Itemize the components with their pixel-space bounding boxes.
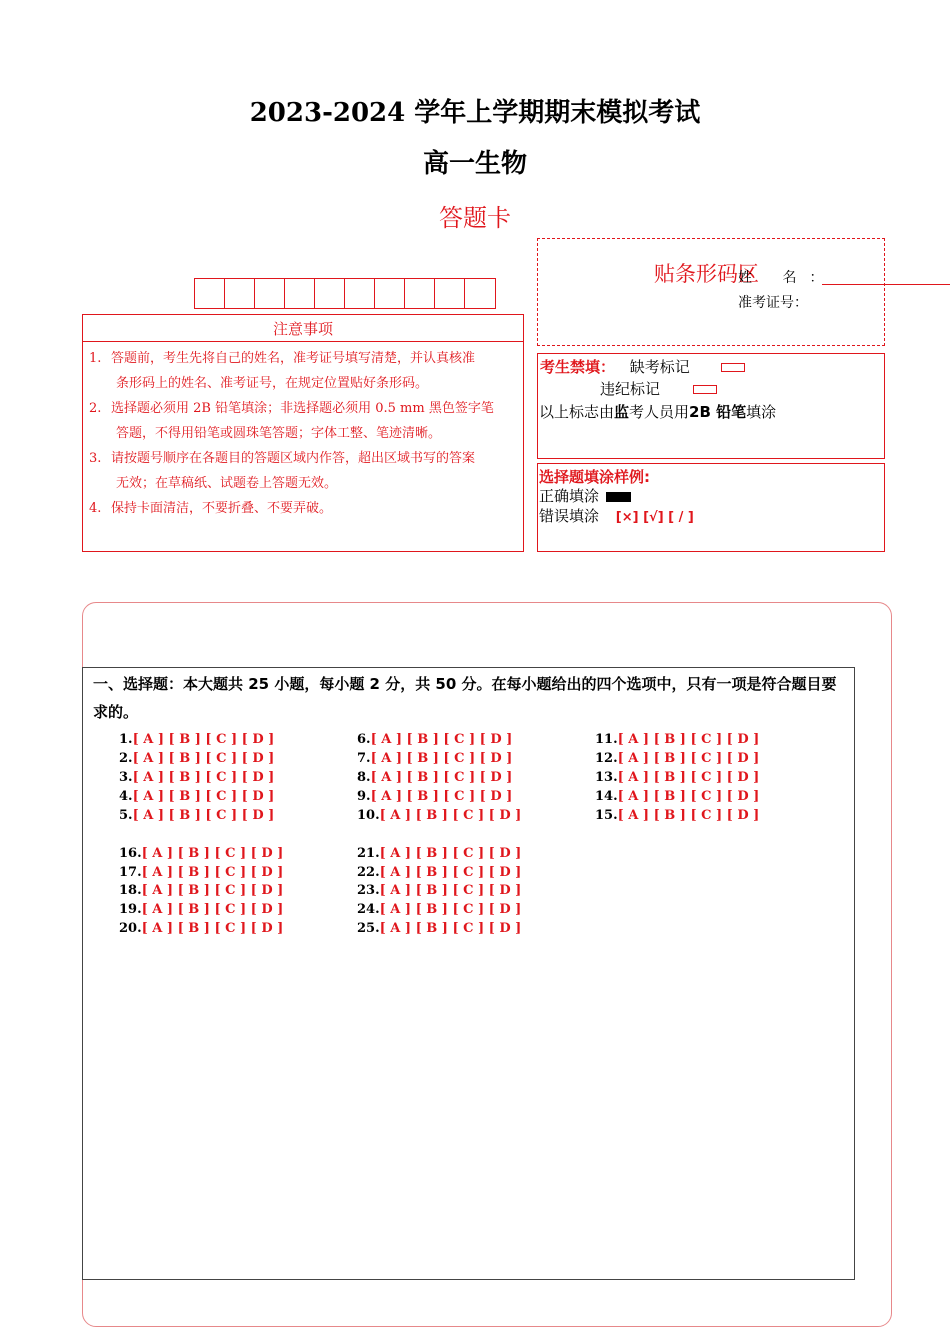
barcode-area[interactable]	[537, 238, 885, 346]
question-row	[119, 883, 283, 898]
notice-text: 选择题必须用 2B 铅笔填涂；非选择题必须用 0.5 mm 黑色签字笔	[111, 401, 494, 416]
question-number: 9.	[357, 789, 371, 804]
answer-options[interactable]: [ A ] [ B ] [ C ] [ D ]	[379, 921, 522, 936]
name-field-line[interactable]	[822, 284, 950, 285]
answer-options[interactable]: [ A ] [ B ] [ C ] [ D ]	[141, 883, 284, 898]
question-number: 8.	[357, 770, 371, 785]
absent-label: 缺考标记	[629, 358, 690, 376]
notice-num: 4.	[89, 501, 102, 516]
barcode-label: 贴条形码区	[654, 262, 759, 286]
question-number: 10.	[357, 808, 380, 823]
question-number: 18.	[119, 883, 142, 898]
question-number: 5.	[119, 808, 133, 823]
question-number: 23.	[357, 883, 380, 898]
id-digit-box[interactable]	[315, 279, 345, 308]
id-digit-box[interactable]	[345, 279, 375, 308]
id-digit-box[interactable]	[195, 279, 225, 308]
id-digit-box[interactable]	[375, 279, 405, 308]
question-number: 7.	[357, 751, 371, 766]
answer-options[interactable]: [ A ] [ B ] [ C ] [ D ]	[617, 789, 760, 804]
answer-options[interactable]: [ A ] [ B ] [ C ] [ D ]	[370, 789, 513, 804]
question-number: 22.	[357, 865, 380, 880]
answer-options[interactable]: [ A ] [ B ] [ C ] [ D ]	[141, 865, 284, 880]
question-row	[119, 732, 274, 747]
question-row	[119, 846, 283, 861]
id-digit-box[interactable]	[255, 279, 285, 308]
question-row	[595, 732, 759, 747]
question-row	[357, 883, 521, 898]
notice-num: 3.	[89, 451, 102, 466]
notice-text: 条形码上的姓名、准考证号，在规定位置贴好条形码。	[116, 376, 429, 391]
forbid-note-suffix: 填涂	[746, 403, 777, 421]
question-row	[119, 921, 283, 936]
notice-heading: 注意事项	[82, 314, 524, 342]
answer-options[interactable]: [ A ] [ B ] [ C ] [ D ]	[617, 808, 760, 823]
question-number: 3.	[119, 770, 133, 785]
section1-header: 一、选择题：本大题共 25 小题，每小题 2 分，共 50 分。在每小题给出的四个选项中，只有一项是符合题目要求的。	[93, 675, 837, 721]
forbid-panel	[537, 353, 885, 459]
answer-options[interactable]: [ A ] [ B ] [ C ] [ D ]	[617, 732, 760, 747]
name-label: 姓 名：	[738, 270, 837, 286]
id-digit-box[interactable]	[285, 279, 315, 308]
forbid-note-prefix: 以上标志由	[539, 403, 615, 421]
exam-number-boxes[interactable]	[194, 278, 496, 309]
sample-panel	[537, 463, 885, 552]
question-row	[357, 789, 512, 804]
answer-options[interactable]: [ A ] [ B ] [ C ] [ D ]	[370, 770, 513, 785]
question-number: 14.	[595, 789, 618, 804]
notice-item	[89, 346, 517, 396]
card-title: 答题卡	[439, 204, 511, 232]
subject-title: 高一生物	[422, 149, 527, 179]
forbid-note-mid1: 监	[614, 403, 630, 421]
question-row	[595, 808, 759, 823]
forbid-title: 考生禁填：	[540, 358, 616, 376]
exam-number-label: 准考证号：	[738, 295, 808, 311]
question-row	[119, 751, 274, 766]
question-number: 11.	[595, 732, 618, 747]
question-number: 4.	[119, 789, 133, 804]
id-digit-box[interactable]	[405, 279, 435, 308]
notice-item	[89, 496, 517, 521]
answer-options[interactable]: [ A ] [ B ] [ C ] [ D ]	[141, 846, 284, 861]
question-number: 13.	[595, 770, 618, 785]
absent-mark-box[interactable]	[721, 363, 745, 372]
question-number: 21.	[357, 846, 380, 861]
question-number: 17.	[119, 865, 142, 880]
question-row	[119, 789, 274, 804]
answer-options[interactable]: [ A ] [ B ] [ C ] [ D ]	[617, 751, 760, 766]
notice-text: 答题，不得用铅笔或圆珠笔答题；字体工整、笔迹清晰。	[116, 426, 442, 441]
exam-title: 2023-2024 学年上学期期末模拟考试	[249, 98, 701, 128]
question-number: 19.	[119, 902, 142, 917]
question-row	[357, 865, 521, 880]
question-number: 2.	[119, 751, 133, 766]
answer-options[interactable]: [ A ] [ B ] [ C ] [ D ]	[132, 751, 275, 766]
question-row	[357, 921, 521, 936]
notice-num: 1.	[89, 351, 102, 366]
answer-options[interactable]: [ A ] [ B ] [ C ] [ D ]	[132, 808, 275, 823]
answer-options[interactable]: [ A ] [ B ] [ C ] [ D ]	[379, 883, 522, 898]
answer-options[interactable]: [ A ] [ B ] [ C ] [ D ]	[617, 770, 760, 785]
sample-title: 选择题填涂样例:	[539, 468, 650, 486]
forbid-note-bold: 2B 铅笔	[689, 403, 747, 421]
violation-mark-box[interactable]	[693, 385, 717, 394]
notice-item	[89, 446, 517, 496]
answer-options[interactable]: [ A ] [ B ] [ C ] [ D ]	[132, 732, 275, 747]
question-row	[595, 770, 759, 785]
answer-options[interactable]: [ A ] [ B ] [ C ] [ D ]	[370, 732, 513, 747]
question-row	[119, 865, 283, 880]
question-row	[595, 751, 759, 766]
question-number: 16.	[119, 846, 142, 861]
notice-panel	[82, 342, 524, 552]
correct-fill-sample	[606, 492, 631, 502]
id-digit-box[interactable]	[465, 279, 495, 308]
id-digit-box[interactable]	[225, 279, 255, 308]
question-row	[357, 770, 512, 785]
answer-options[interactable]: [ A ] [ B ] [ C ] [ D ]	[379, 902, 522, 917]
question-number: 24.	[357, 902, 380, 917]
violation-label: 违纪标记	[600, 380, 661, 398]
answer-options[interactable]: [ A ] [ B ] [ C ] [ D ]	[379, 846, 522, 861]
wrong-fill-label: 错误填涂	[539, 507, 600, 525]
notice-text: 答题前，考生先将自己的姓名，准考证号填写清楚，并认真核准	[111, 351, 476, 366]
notice-text: 请按题号顺序在各题目的答题区域内作答，超出区域书写的答案	[111, 451, 476, 466]
question-row	[119, 902, 283, 917]
answer-options[interactable]: [ A ] [ B ] [ C ] [ D ]	[141, 902, 284, 917]
answer-options[interactable]: [ A ] [ B ] [ C ] [ D ]	[379, 865, 522, 880]
id-digit-box[interactable]	[435, 279, 465, 308]
answer-options[interactable]: [ A ] [ B ] [ C ] [ D ]	[132, 789, 275, 804]
question-row	[119, 808, 274, 823]
question-row	[357, 902, 521, 917]
question-number: 1.	[119, 732, 133, 747]
question-row	[357, 751, 512, 766]
question-row	[595, 789, 759, 804]
forbid-note-mid2: 考人员用	[629, 403, 690, 421]
question-row	[357, 846, 521, 861]
answer-options[interactable]: [ A ] [ B ] [ C ] [ D ]	[379, 808, 522, 823]
answer-options[interactable]: [ A ] [ B ] [ C ] [ D ]	[141, 921, 284, 936]
question-number: 6.	[357, 732, 371, 747]
question-number: 12.	[595, 751, 618, 766]
question-row	[357, 808, 521, 823]
notice-text: 无效；在草稿纸、试题卷上答题无效。	[116, 476, 338, 491]
wrong-fill-samples: [×] [√] [ / ]	[615, 510, 694, 525]
question-number: 15.	[595, 808, 618, 823]
answer-options[interactable]: [ A ] [ B ] [ C ] [ D ]	[370, 751, 513, 766]
question-number: 20.	[119, 921, 142, 936]
answer-options[interactable]: [ A ] [ B ] [ C ] [ D ]	[132, 770, 275, 785]
question-row	[357, 732, 512, 747]
notice-item	[89, 396, 517, 446]
question-row	[119, 770, 274, 785]
notice-text: 保持卡面清洁，不要折叠、不要弄破。	[111, 501, 333, 516]
question-number: 25.	[357, 921, 380, 936]
notice-num: 2.	[89, 401, 102, 416]
correct-fill-label: 正确填涂	[539, 487, 600, 505]
